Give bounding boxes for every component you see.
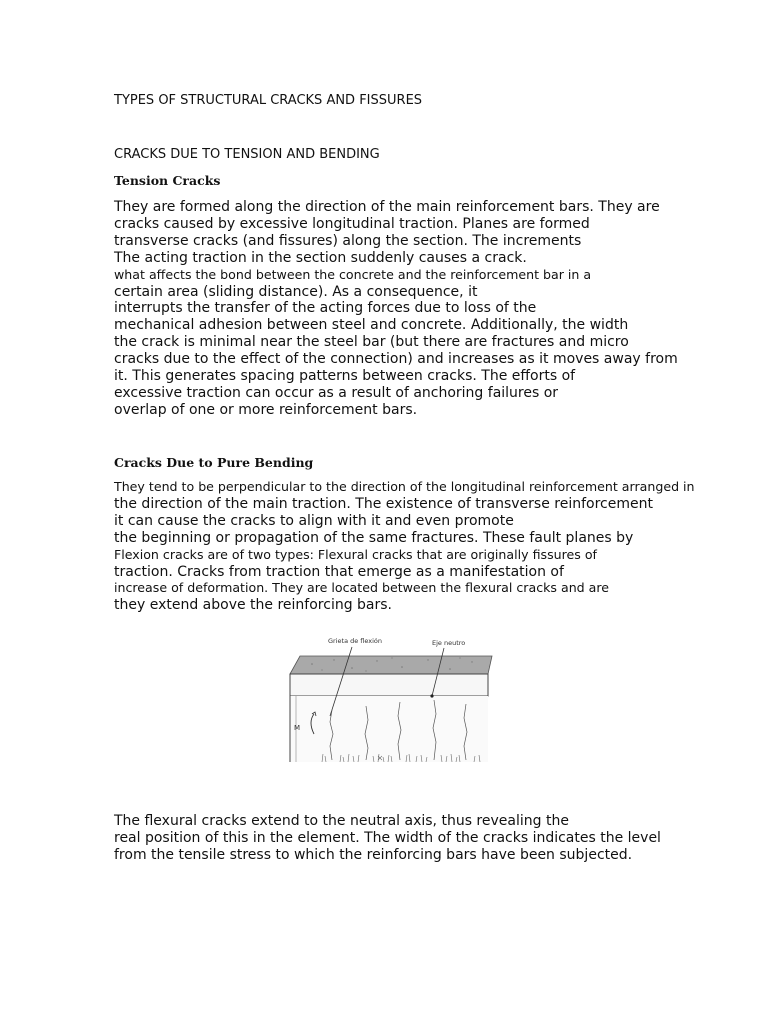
text-line: the direction of the main traction. The existence of transverse reinforcement [114,495,653,512]
neutral-axis-label: Eje neutro [432,639,466,647]
section-heading: CRACKS DUE TO TENSION AND BENDING [114,147,380,162]
text-line: mechanical adhesion between steel and concrete. Additionally, the width [114,317,629,334]
text-line: increase of deformation. They are located between the flexural cracks and are [114,580,610,596]
text-line: the crack is minimal near the steel bar (but there are fractures and micro [114,334,629,351]
beam-body [290,696,488,762]
text-line: The flexural cracks extend to the neutral axis, thus revealing the [114,813,569,829]
text-line: they extend above the reinforcing bars. [114,597,393,614]
text-line: cracks caused by excessive longitudinal traction. Planes are formed [114,215,590,232]
moment-label: M [294,724,301,732]
text-line: cracks due to the effect of the connection) and increases as it moves away from [114,351,678,368]
text-line: traction. Cracks from traction that emerge as a manifestation of [114,563,564,580]
text-line: what affects the bond between the concrete and the reinforcement bar in a [114,266,592,282]
text-line: transverse cracks (and fissures) along the section. The increments [114,232,582,249]
text-line: the beginning or propagation of the same fractures. These fault planes by [114,529,634,546]
text-line: They tend to be perpendicular to the direction of the longitudinal reinforcement arranged in [114,479,695,494]
text-line: it. This generates spacing patterns between cracks. The efforts of [114,368,576,385]
document-title: TYPES OF STRUCTURAL CRACKS AND FISSURES [114,93,423,108]
text-line: Flexion cracks are of two types: Flexural cracks that are originally fissures of [114,546,597,562]
tension-cracks-heading: Tension Cracks [114,173,221,188]
closing-paragraph [114,813,661,864]
text-line: from the tensile stress to which the reinforcing bars have been subjected. [114,846,633,863]
tension-cracks-paragraph [114,199,678,419]
pure-bending-heading: Cracks Due to Pure Bending [114,455,314,470]
beam-front-face [290,674,488,696]
beam-top-face [290,656,492,674]
crack-label: Grieta de flexión [328,637,383,645]
text-line: real position of this in the element. The width of the cracks indicates the level [114,829,661,846]
pure-bending-paragraph [114,479,695,614]
text-line: it can cause the cracks to align with it and even promote [114,512,514,529]
text-line: certain area (sliding distance). As a consequence, it [114,283,478,300]
text-line: They are formed along the direction of the main reinforcement bars. They are [114,199,660,215]
text-line: interrupts the transfer of the acting forces due to loss of the [114,300,537,317]
text-line: excessive traction can occur as a result of anchoring failures or [114,384,559,401]
text-line: overlap of one or more reinforcement bars. [114,401,418,418]
text-line: The acting traction in the section suddenly causes a crack. [114,249,527,266]
flexural-crack-figure [282,630,494,764]
